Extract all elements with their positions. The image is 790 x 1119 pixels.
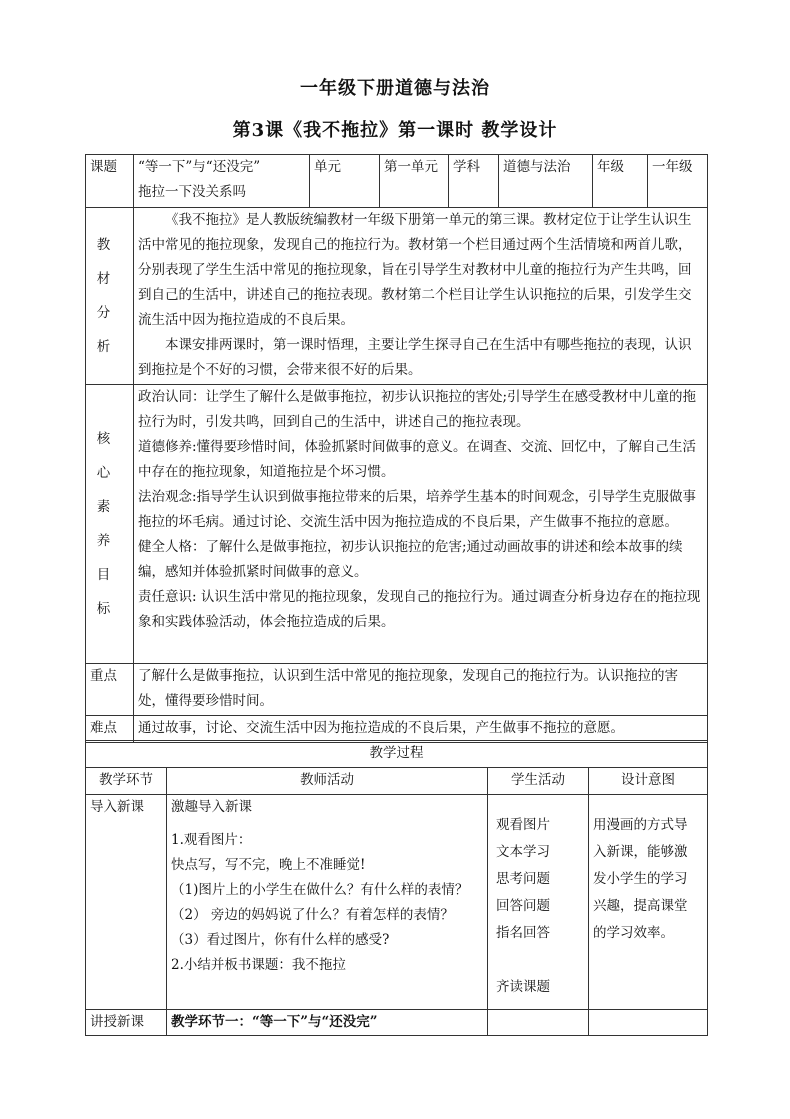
difficulty-text: 通过故事，讨论、交流生活中因为拖拉造成的不良后果，产生做事不拖拉的意愿。 [134,716,708,743]
analysis-content [134,208,708,385]
literacy-item-law: 法治观念:指导学生认识到做事拖拉带来的后果，培养学生基本的时间观念，引导学生克服做事拖拉的坏毛病。通过讨论、交流生活中因为拖拉造成的不良后果，产生做事不拖拉的意愿。 [138,489,697,530]
header-student: 学生活动 [488,768,589,795]
row1-student-line: 文本学习 [496,844,550,860]
row1-design-line: 兴趣，提高课堂 [593,898,688,914]
literacy-label: 核心素养目标 [86,385,134,664]
row2-teacher-heading: 教学环节一：“等一下”与“还没完” [167,1010,488,1036]
row1-design [589,795,708,1010]
grade-value: 一年级 [648,155,708,208]
row1-teacher-line: （1)图片上的小学生在做什么？有什么样的表情？ [171,882,469,898]
literacy-item-personality: 健全人格：了解什么是做事拖拉，初步认识拖拉的危害;通过动画故事的讲述和绘本故事的续编，感知并体验抓紧时间做事的意义。 [138,539,683,580]
topic-label: 课题 [86,155,134,208]
row1-teacher [167,795,488,1010]
unit-value: 第一单元 [380,155,449,208]
row1-teacher-line: 快点写，写不完，晚上不准睡觉! [171,857,366,873]
difficulty-label: 难点 [86,716,134,743]
row1-teacher-line: 2.小结并板书课题：我不拖拉 [171,957,346,973]
analysis-paragraph-2: 本课安排两课时，第一课时悟理，主要让学生探寻自己在生活中有哪些拖拉的表现，认识到拖拉是个不好的习惯，会带来很不好的后果。 [138,337,692,378]
topic-line-1: “等一下”与“还没完” [138,159,261,175]
row1-teacher-line: （3）看过图片，你有什么样的感受? [171,932,390,948]
header-teacher: 教师活动 [167,768,488,795]
subject-label: 学科 [449,155,499,208]
row1-student-line: 观看图片 [496,817,550,833]
teaching-process-table [85,740,708,1036]
topic-value [134,155,310,208]
row1-student-line: 指名回答 [496,925,550,941]
literacy-content [134,385,708,664]
unit-label: 单元 [310,155,380,208]
row2-stage: 讲授新课 [86,1010,167,1036]
key-points-text: 了解什么是做事拖拉，认识到生活中常见的拖拉现象，发现自己的拖拉行为。认识拖拉的害处，懂得要珍惜时间。 [134,664,708,716]
row2-design [589,1010,708,1036]
row1-teacher-heading: 激趣导入新课 [171,799,252,815]
row1-student-line: 思考问题 [496,871,550,887]
row1-design-line: 的学习效率。 [593,925,674,941]
header-design: 设计意图 [589,768,708,795]
row1-student [488,795,589,1010]
header-stage: 教学环节 [86,768,167,795]
row1-student-line: 回答问题 [496,898,550,914]
row1-student-line: 齐读课题 [496,979,550,995]
row2-student [488,1010,589,1036]
literacy-item-moral: 道德修养:懂得要珍惜时间，体验抓紧时间做事的意义。在调查、交流、回忆中，了解自己生活中存在的拖拉现象，知道拖拉是个坏习惯。 [138,439,697,480]
literacy-item-political: 政治认同：让学生了解什么是做事拖拉，初步认识拖拉的害处;引导学生在感受教材中儿童的拖拉行为时，引发共鸣，回到自己的生活中，讲述自己的拖拉表现。 [138,389,697,430]
row1-stage: 导入新课 [86,795,167,1010]
subject-value: 道德与法治 [499,155,593,208]
row1-teacher-line: （2） 旁边的妈妈说了什么？有着怎样的表情？ [171,907,454,923]
process-title: 教学过程 [86,741,708,768]
literacy-item-responsibility: 责任意识: 认识生活中常见的拖拉现象，发现自己的拖拉行为。通过调查分析身边存在的拖拉现象和实践体验活动，体会拖拉造成的后果。 [138,589,701,630]
grade-label: 年级 [593,155,648,208]
analysis-paragraph-1: 《我不拖拉》是人教版统编教材一年级下册第一单元的第三课。教材定位于让学生认识生活中常见的拖拉现象，发现自己的拖拉行为。教材第一个栏目通过两个生活情境和两首儿歌，分别表现了学生生活中常见的拖拉现象，旨在引导学生对教材中儿童的拖拉行为产生共鸣，回到自己的生活中，讲述自己的拖拉表现。教材第二个栏目让学生认识拖拉的后果，引发学生交流生活中因为拖拉造成的不良后果。 [138,212,692,328]
row1-teacher-line: 1.观看图片： [171,832,252,848]
key-points-label: 重点 [86,664,134,716]
row1-design-line: 用漫画的方式导 [593,817,688,833]
topic-line-2: 拖拉一下没关系吗 [138,184,246,200]
document-subtitle: 第3课《我不拖拉》第一课时 教学设计 [232,120,558,141]
lesson-info-table [85,154,708,743]
analysis-label: 教材分析 [86,208,134,385]
row1-design-line: 入新课，能够激 [593,844,688,860]
document-title: 一年级下册道德与法治 [300,78,490,99]
row1-design-line: 发小学生的学习 [593,871,688,887]
